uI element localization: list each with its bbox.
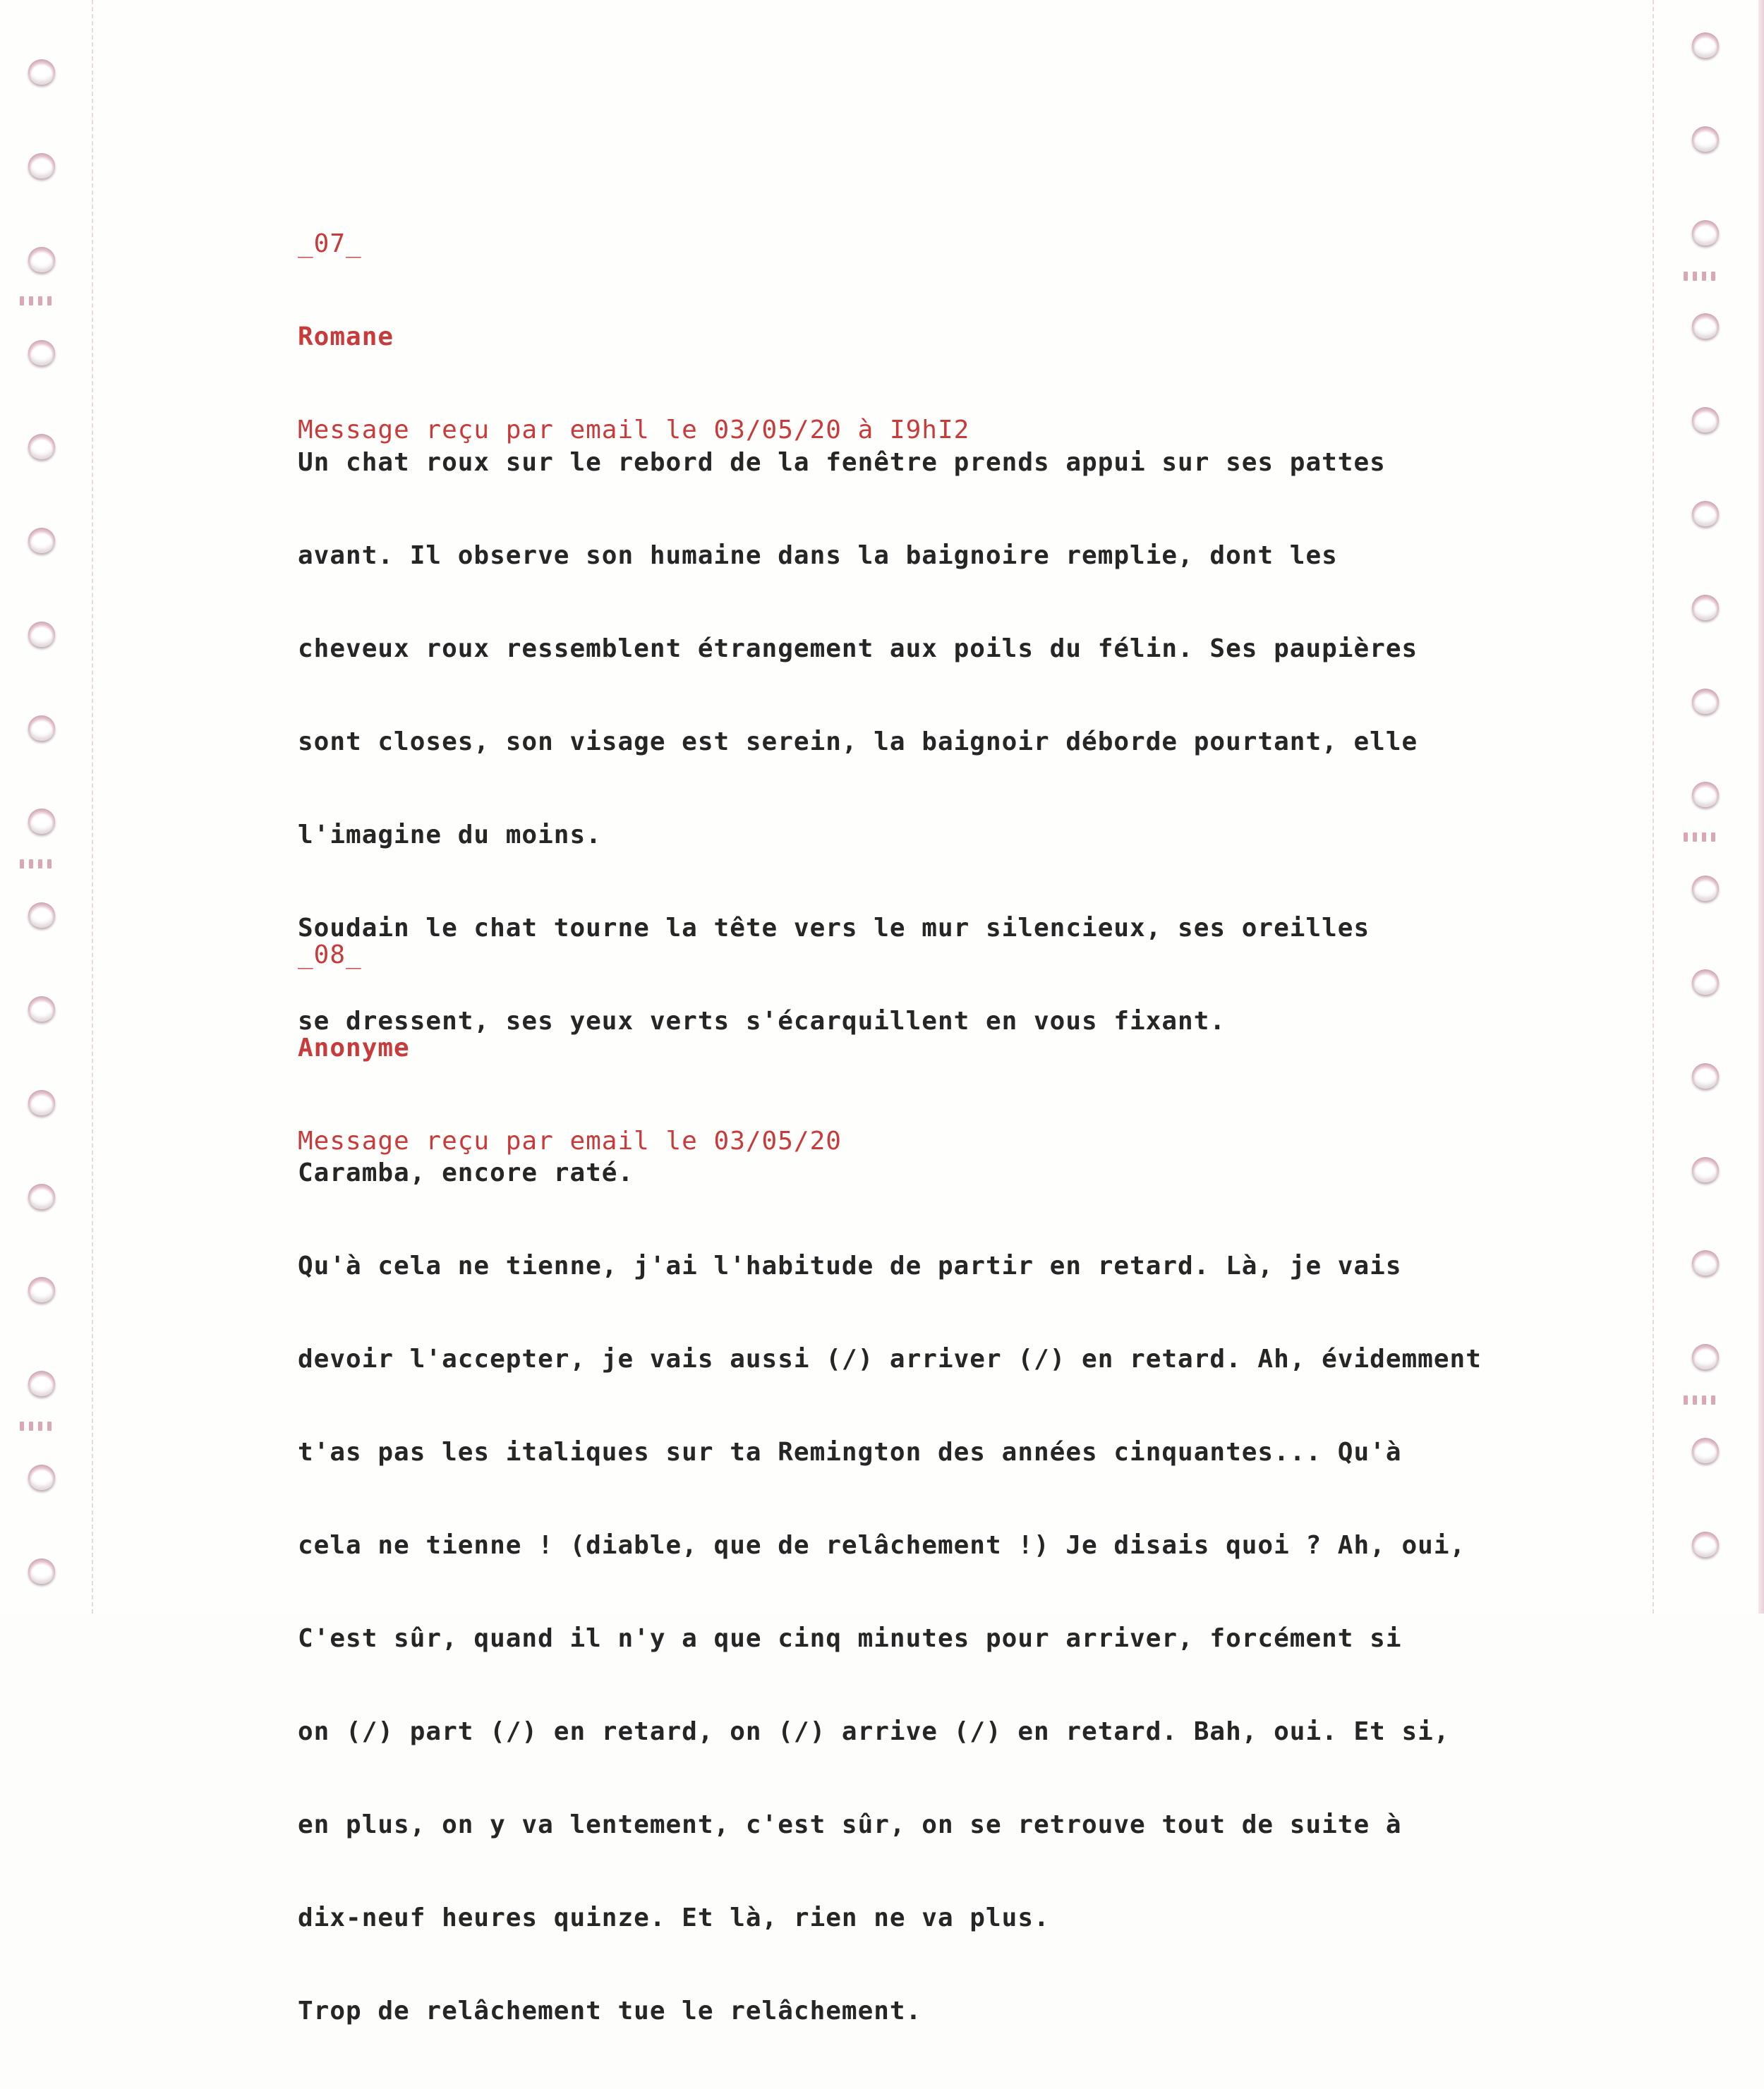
right-tick-marks-2 [1684,832,1715,842]
body-line: cela ne tienne ! (diable, que de relâchement !) Je disais quoi ? Ah, oui, [298,1531,1466,1560]
tractor-hole [1692,501,1719,526]
body-line: dix-neuf heures quinze. Et là, rien ne va plus. [298,1903,1050,1932]
tractor-hole [28,153,55,178]
body-line: se dressent, ses yeux verts s'écarquillent en vous fixant. [298,1007,1226,1036]
left-tick-marks-2 [20,859,52,868]
entry-meta: Message reçu par email le 03/05/20 à I9hI2 [298,416,970,444]
entry-author: Romane [298,322,394,351]
tractor-hole [1692,969,1719,995]
right-perforation-line [1653,0,1654,1613]
body-line: Qu'à cela ne tienne, j'ai l'habitude de partir en retard. Là, je vais [298,1252,1402,1280]
left-perforation-line [92,0,93,1613]
tractor-hole [1692,1157,1719,1182]
body-line: on (/) part (/) en retard, on (/) arrive (/) en retard. Bah, oui. Et si, [298,1717,1450,1746]
left-tick-marks-1 [20,296,52,305]
body-line: cheveux roux ressemblent étrangement aux poils du félin. Ses paupières [298,634,1418,663]
tractor-hole [28,340,55,365]
tractor-hole [1692,689,1719,714]
tractor-hole [1692,1063,1719,1089]
right-tick-marks-3 [1684,1395,1715,1405]
entry-author: Anonyme [298,1034,410,1062]
tractor-hole [28,1184,55,1209]
tractor-hole [28,528,55,553]
tractor-hole [28,996,55,1022]
body-line: C'est sûr, quand il n'y a que cinq minutes pour arriver, forcément si [298,1624,1402,1653]
tractor-hole [28,434,55,459]
tractor-hole [1692,407,1719,432]
body-line: l'imagine du moins. [298,821,602,849]
tractor-hole [28,59,55,85]
body-line: Caramba, encore raté. [298,1158,634,1187]
tractor-hole [1692,1250,1719,1276]
tractor-hole [28,902,55,928]
body-line: Un chat roux sur le rebord de la fenêtre prends appui sur ses pattes [298,448,1386,477]
tractor-hole [1692,1438,1719,1463]
body-line: en plus, on y va lentement, c'est sûr, on se retrouve tout de suite à [298,1810,1402,1839]
entry-number: _07_ [298,229,362,258]
paper-right-edge [1758,0,1764,1613]
tractor-hole [28,715,55,741]
left-tick-marks-3 [20,1422,52,1431]
body-line: Trop de relâchement tue le relâchement. [298,1997,922,2026]
tractor-hole [28,622,55,647]
tractor-hole [1692,1532,1719,1557]
tractor-hole [1692,220,1719,246]
body-line: avant. Il observe son humaine dans la baignoire remplie, dont les [298,541,1338,570]
entry-08-body [298,1096,1482,2089]
tractor-hole [1692,782,1719,807]
right-tick-marks-1 [1684,272,1715,281]
tractor-hole [28,1558,55,1584]
tractor-hole [1692,876,1719,901]
entry-meta: Message reçu par email le 03/05/20 [298,1127,842,1156]
tractor-hole [1692,313,1719,339]
tractor-hole [1692,32,1719,58]
tractor-hole [1692,595,1719,620]
tractor-hole [1692,126,1719,152]
tractor-hole [28,809,55,834]
tractor-hole [28,1465,55,1490]
body-line: Soudain le chat tourne la tête vers le mur silencieux, ses oreilles [298,914,1370,943]
tractor-hole [28,1277,55,1302]
body-line: t'as pas les italiques sur ta Remington des années cinquantes... Qu'à [298,1438,1402,1467]
body-line: devoir l'accepter, je vais aussi (/) arriver (/) en retard. Ah, évidemment [298,1345,1482,1374]
tractor-hole [1692,1344,1719,1369]
tractor-hole [28,1090,55,1115]
entry-number: _08_ [298,940,362,969]
tractor-hole [28,247,55,272]
tractor-hole [28,1371,55,1396]
body-line: sont closes, son visage est serein, la baignoir déborde pourtant, elle [298,727,1418,756]
